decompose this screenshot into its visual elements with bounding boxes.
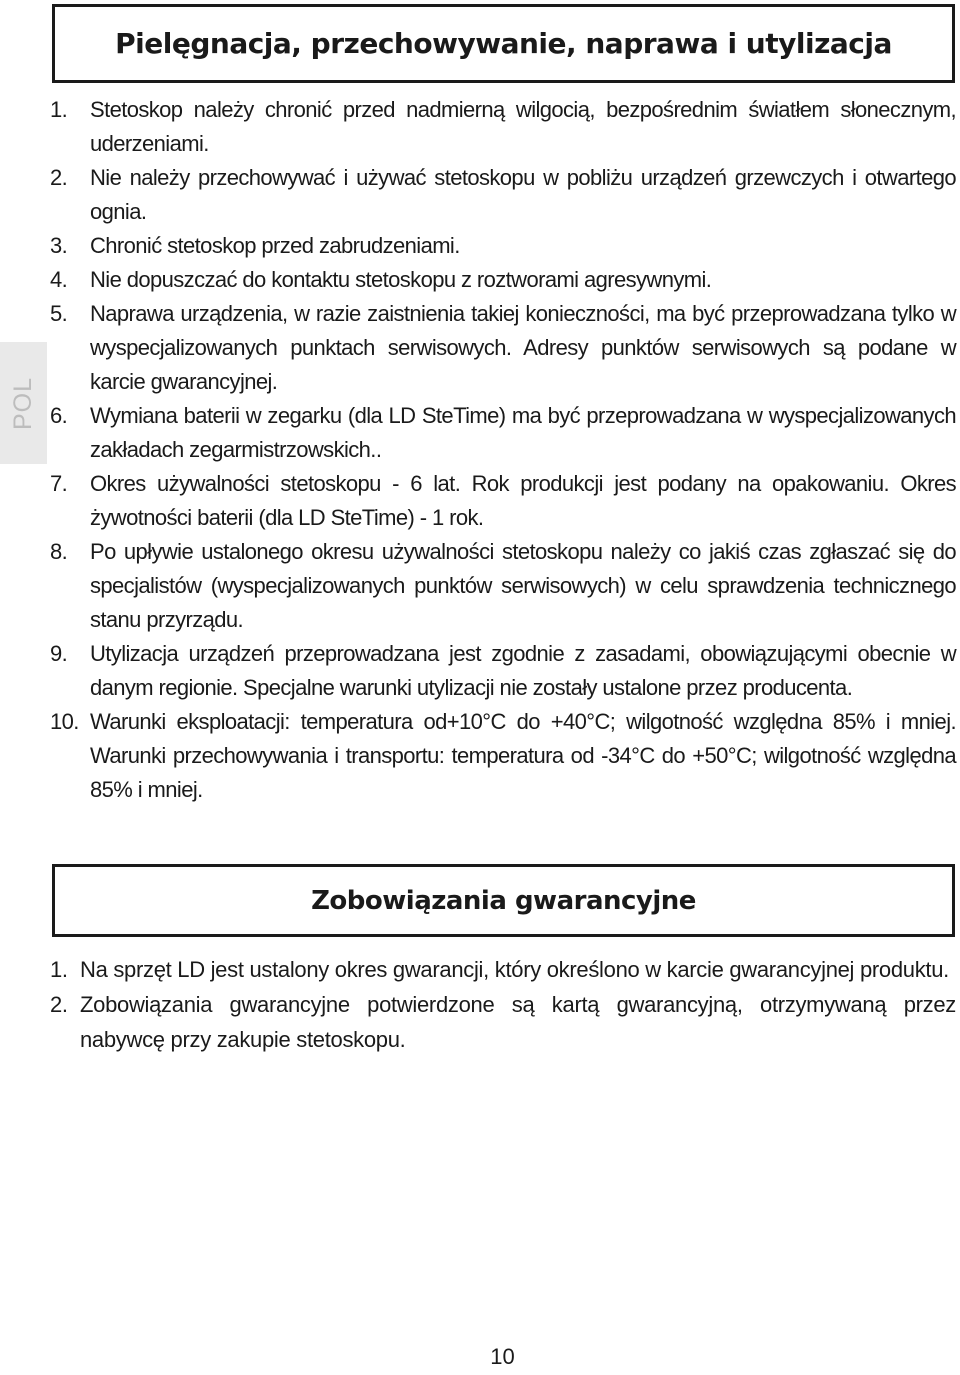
- item-text: Zobowiązania gwarancyjne potwierdzone są kartą gwarancyjną, otrzymywaną przez nabywcę przy zakupie stetoskopu.: [80, 992, 956, 1052]
- care-instructions-list: [50, 93, 956, 807]
- item-number: 8.: [50, 539, 68, 564]
- item-number: 3.: [50, 233, 68, 258]
- list-item: [50, 705, 956, 807]
- item-text: Na sprzęt LD jest ustalony okres gwarancji, który określono w karcie gwarancyjnej produktu.: [80, 957, 949, 982]
- section-warranty-title: Zobowiązania gwarancyjne: [311, 885, 696, 916]
- language-label: POL: [9, 376, 37, 430]
- item-number: 2.: [50, 165, 68, 190]
- list-item: [50, 297, 956, 399]
- section-warranty-header: [52, 864, 955, 937]
- item-number: 10.: [50, 709, 79, 734]
- item-number: 7.: [50, 471, 68, 496]
- list-item: [50, 399, 956, 467]
- item-text: Okres używalności stetoskopu - 6 lat. Rok produkcji jest podany na opakowaniu. Okres żywotności baterii (dla LD SteTime) - 1 rok.: [90, 471, 956, 530]
- list-item: [50, 535, 956, 637]
- page-number: 10: [490, 1344, 515, 1369]
- list-item: [50, 161, 956, 229]
- item-text: Warunki eksploatacji: temperatura od+10°C do +40°C; wilgotność względna 85% i mniej. Warunki przechowywania i transportu: temperatura od -34°C do +50°C; wilgotność względna 85% i mniej.: [90, 709, 956, 802]
- item-text: Nie dopuszczać do kontaktu stetoskopu z roztworami agresywnymi.: [90, 267, 712, 292]
- item-number: 5.: [50, 301, 68, 326]
- item-number: 1.: [50, 957, 68, 982]
- item-number: 9.: [50, 641, 68, 666]
- item-text: Wymiana baterii w zegarku (dla LD SteTime) ma być przeprowadzana w wyspecjalizowanych zakładach zegarmistrzowskich..: [90, 403, 956, 462]
- section-care-header: [52, 4, 955, 83]
- item-number: 1.: [50, 97, 68, 122]
- item-text: Nie należy przechowywać i używać stetoskopu w pobliżu urządzeń grzewczych i otwartego ognia.: [90, 165, 956, 224]
- item-text: Naprawa urządzenia, w razie zaistnienia takiej konieczności, ma być przeprowadzana tylko w wyspecjalizowanych punktach serwisowych. Adresy punktów serwisowych są podane w karcie gwarancyjnej.: [90, 301, 956, 394]
- language-tab: [0, 342, 47, 464]
- list-item: [50, 93, 956, 161]
- list-item: [50, 229, 956, 263]
- item-text: Utylizacja urządzeń przeprowadzana jest zgodnie z zasadami, obowiązującymi obecnie w danym regionie. Specjalne warunki utylizacji nie zostały ustalone przez producenta.: [90, 641, 956, 700]
- item-number: 2.: [50, 992, 68, 1017]
- item-text: Chronić stetoskop przed zabrudzeniami.: [90, 233, 460, 258]
- list-item: [50, 467, 956, 535]
- list-item: [50, 952, 956, 987]
- section-care-title: Pielęgnacja, przechowywanie, naprawa i utylizacja: [115, 27, 892, 60]
- list-item: [50, 263, 956, 297]
- list-item: [50, 987, 956, 1057]
- item-text: Stetoskop należy chronić przed nadmierną wilgocią, bezpośrednim światłem słonecznym, uderzeniami.: [90, 97, 956, 156]
- item-number: 4.: [50, 267, 68, 292]
- warranty-list: [50, 952, 956, 1057]
- list-item: [50, 637, 956, 705]
- item-text: Po upływie ustalonego okresu używalności stetoskopu należy co jakiś czas zgłaszać się do specjalistów (wyspecjalizowanych punktów serwisowych) w celu sprawdzenia technicznego stanu przyrządu.: [90, 539, 956, 632]
- item-number: 6.: [50, 403, 68, 428]
